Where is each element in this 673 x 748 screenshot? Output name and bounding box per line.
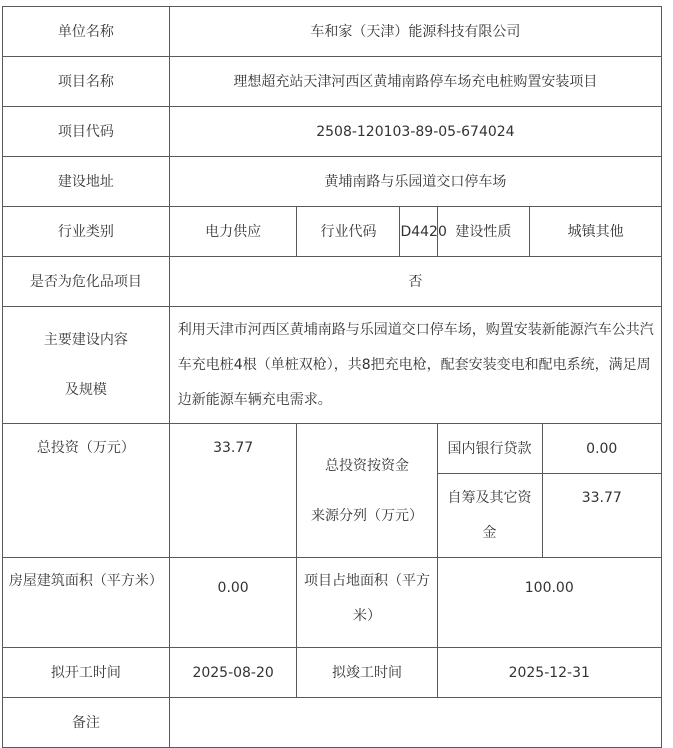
remark-label: 备注	[3, 698, 170, 748]
content-label-line-2: 及规模	[64, 382, 107, 398]
row-address	[3, 157, 662, 207]
start-date-label: 拟开工时间	[3, 648, 170, 698]
source-label-line-1: 总投资按资金	[324, 457, 409, 474]
content-label	[3, 307, 170, 424]
start-date-value: 2025-08-20	[169, 648, 297, 698]
self-raised-label: 自筹及其它资金	[437, 474, 542, 558]
hazardous-label: 是否为危化品项目	[3, 257, 170, 307]
industry-label: 行业类别	[3, 207, 170, 257]
project-name-value: 理想超充站天津河西区黄埔南路停车场充电桩购置安装项目	[169, 57, 661, 107]
end-date-value: 2025-12-31	[437, 648, 662, 698]
industry-value: 电力供应	[169, 207, 297, 257]
row-invest-1	[3, 424, 662, 474]
source-label	[297, 424, 437, 558]
total-invest-label: 总投资（万元）	[3, 424, 170, 558]
remark-value	[169, 698, 661, 748]
row-project-code	[3, 107, 662, 157]
address-label: 建设地址	[3, 157, 170, 207]
row-project-name	[3, 57, 662, 107]
row-industry	[3, 207, 662, 257]
row-unit-name	[3, 7, 662, 57]
row-remark	[3, 698, 662, 748]
source-label-line-2: 来源分列（万元）	[310, 507, 423, 524]
building-area-value: 0.00	[169, 558, 297, 648]
project-code-value: 2508-120103-89-05-674024	[169, 107, 661, 157]
unit-name-value: 车和家（天津）能源科技有限公司	[169, 7, 661, 57]
hazardous-value: 否	[169, 257, 661, 307]
row-content	[3, 307, 662, 424]
project-code-label: 项目代码	[3, 107, 170, 157]
project-info-table	[2, 6, 662, 748]
content-value: 利用天津市河西区黄埔南路与乐园道交口停车场，购置安装新能源汽车公共汽车充电桩4根（单桩双枪），共8把充电枪，配套安装变电和配电系统，满足周边新能源车辆充电需求。	[169, 307, 661, 424]
nature-value: 城镇其他	[530, 207, 662, 257]
content-label-line-1: 主要建设内容	[43, 332, 128, 348]
unit-name-label: 单位名称	[3, 7, 170, 57]
row-dates	[3, 648, 662, 698]
industry-code-value: D4420	[400, 207, 437, 257]
nature-label: 建设性质	[437, 207, 530, 257]
end-date-label: 拟竣工时间	[297, 648, 437, 698]
row-hazardous	[3, 257, 662, 307]
row-area	[3, 558, 662, 648]
self-raised-value: 33.77	[542, 474, 661, 558]
address-value: 黄埔南路与乐园道交口停车场	[169, 157, 661, 207]
project-name-label: 项目名称	[3, 57, 170, 107]
total-invest-value: 33.77	[169, 424, 297, 558]
bank-loan-label: 国内银行贷款	[437, 424, 542, 474]
land-area-label: 项目占地面积（平方米）	[297, 558, 437, 648]
industry-code-label: 行业代码	[297, 207, 400, 257]
bank-loan-value: 0.00	[542, 424, 661, 474]
land-area-value: 100.00	[437, 558, 662, 648]
building-area-label: 房屋建筑面积（平方米）	[3, 558, 170, 648]
